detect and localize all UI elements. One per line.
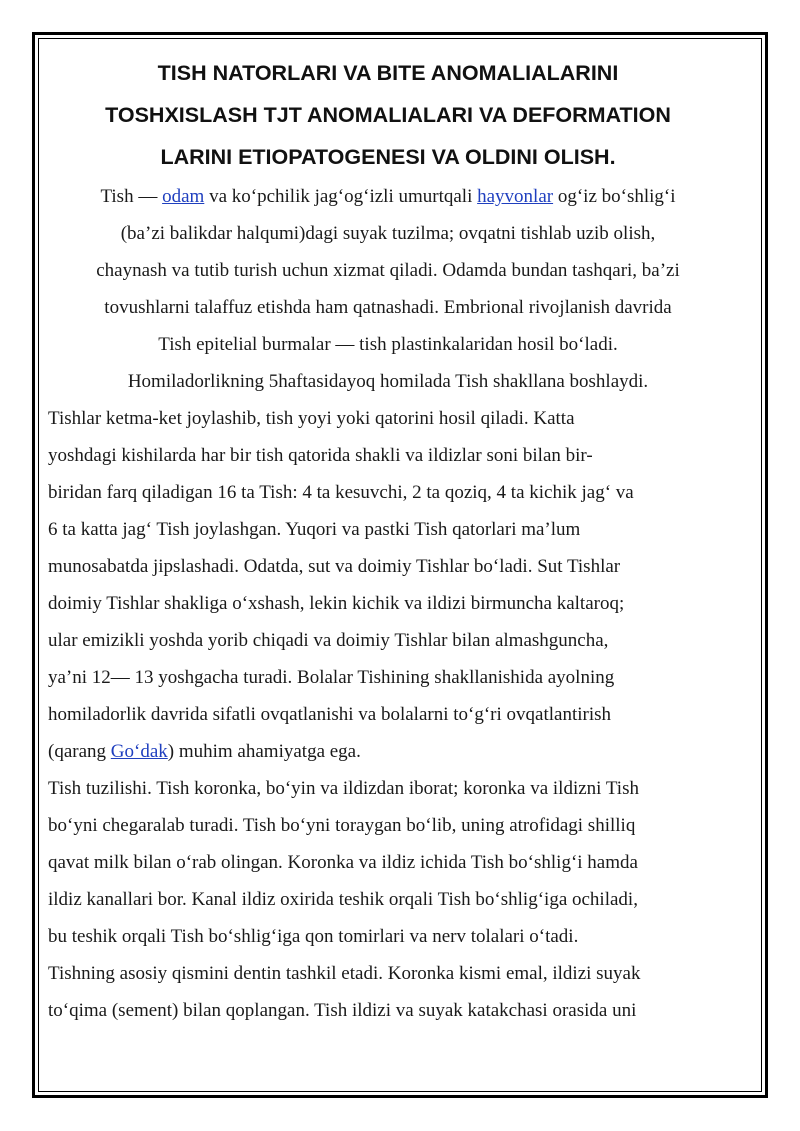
text-line: (baʼzi balikdar halqumi)dagi suyak tuzilma; ovqatni tishlab uzib olish, — [120, 223, 656, 244]
text-line: yoshdagi kishilarda har bir tish qatorida shakli va ildizlar soni bilan bir- — [48, 445, 593, 466]
text-line: 6 ta katta jagʻ Tish joylashgan. Yuqori va pastki Tish qatorlari maʼlum — [48, 519, 581, 540]
text-line: qavat milk bilan oʻrab olingan. Koronka va ildiz ichida Tish boʻshligʻi hamda — [48, 852, 638, 873]
text-line: Tish epitelial burmalar — tish plastinkalaridan hosil boʻladi. — [158, 334, 618, 355]
paragraph-tooth-structure — [48, 770, 728, 1029]
text-line: ular emizikli yoshda yorib chiqadi va doimiy Tishlar bilan almashguncha, — [48, 630, 609, 651]
text-line: bu teshik orqali Tish boʻshligʻiga qon tomirlari va nerv tolalari oʻtadi. — [48, 926, 579, 947]
text-line: yaʼni 12— 13 yoshgacha turadi. Bolalar Tishining shakllanishida ayolning — [48, 667, 615, 688]
text-line: ildiz kanallari bor. Kanal ildiz oxirida teshik orqali Tish boʻshligʻiga ochiladi, — [48, 889, 638, 910]
paragraph-teeth-rows — [48, 400, 728, 770]
text-line: Homiladorlikning 5haftasidayoq homilada Tish shakllana boshlaydi. — [127, 371, 649, 392]
text-line: biridan farq qiladigan 16 ta Tish: 4 ta kesuvchi, 2 ta qoziq, 4 ta kichik jagʻ va — [48, 482, 634, 503]
document-page — [48, 52, 728, 1029]
text-span: ogʻiz boʻshligʻi — [553, 186, 676, 207]
text-line: munosabatda jipslashadi. Odatda, sut va doimiy Tishlar boʻladi. Sut Tishlar — [48, 556, 621, 577]
link-hayvonlar[interactable]: hayvonlar — [477, 186, 554, 207]
text-line: homiladorlik davrida sifatli ovqatlanishi va bolalarni toʻgʻri ovqatlantirish — [48, 704, 612, 725]
text-span: (qarang — [48, 741, 111, 762]
text-line — [48, 733, 728, 770]
title-line: LARINI ETIOPATOGENESI VA OLDINI OLISH. — [160, 145, 616, 169]
text-line: boʻyni chegaralab turadi. Tish boʻyni toraygan boʻlib, uning atrofidagi shilliq — [48, 815, 636, 836]
link-godak[interactable]: Goʻdak — [110, 741, 168, 762]
title-line: TOSHXISLASH TJT ANOMALIALARI VA DEFORMATION — [105, 103, 671, 127]
text-line: Tish tuzilishi. Tish koronka, boʻyin va ildizdan iborat; koronka va ildizni Tish — [48, 778, 639, 799]
text-line: Tishlar ketma-ket joylashib, tish yoyi yoki qatorini hosil qiladi. Katta — [48, 408, 575, 429]
link-odam[interactable]: odam — [162, 186, 205, 207]
text-span: ) muhim ahamiyatga ega. — [167, 741, 361, 762]
title-line: TISH NATORLARI VA BITE ANOMALIALARINI — [157, 61, 619, 85]
text-line: doimiy Tishlar shakliga oʻxshash, lekin kichik va ildizi birmuncha kaltaroq; — [48, 593, 625, 614]
paragraph-intro — [48, 178, 728, 400]
text-span: Tish — — [100, 186, 163, 207]
document-title — [48, 52, 728, 178]
text-line — [48, 178, 728, 215]
text-line: tovushlarni talaffuz etishda ham qatnashadi. Embrional rivojlanish davrida — [104, 297, 672, 318]
text-line: Tishning asosiy qismini dentin tashkil etadi. Koronka kismi emal, ildizi suyak — [48, 963, 641, 984]
text-line: chaynash va tutib turish uchun xizmat qiladi. Odamda bundan tashqari, baʼzi — [96, 260, 680, 281]
text-span: va koʻpchilik jagʻogʻizli umurtqali — [204, 186, 478, 207]
text-line: toʻqima (sement) bilan qoplangan. Tish ildizi va suyak katakchasi orasida uni — [48, 1000, 637, 1021]
